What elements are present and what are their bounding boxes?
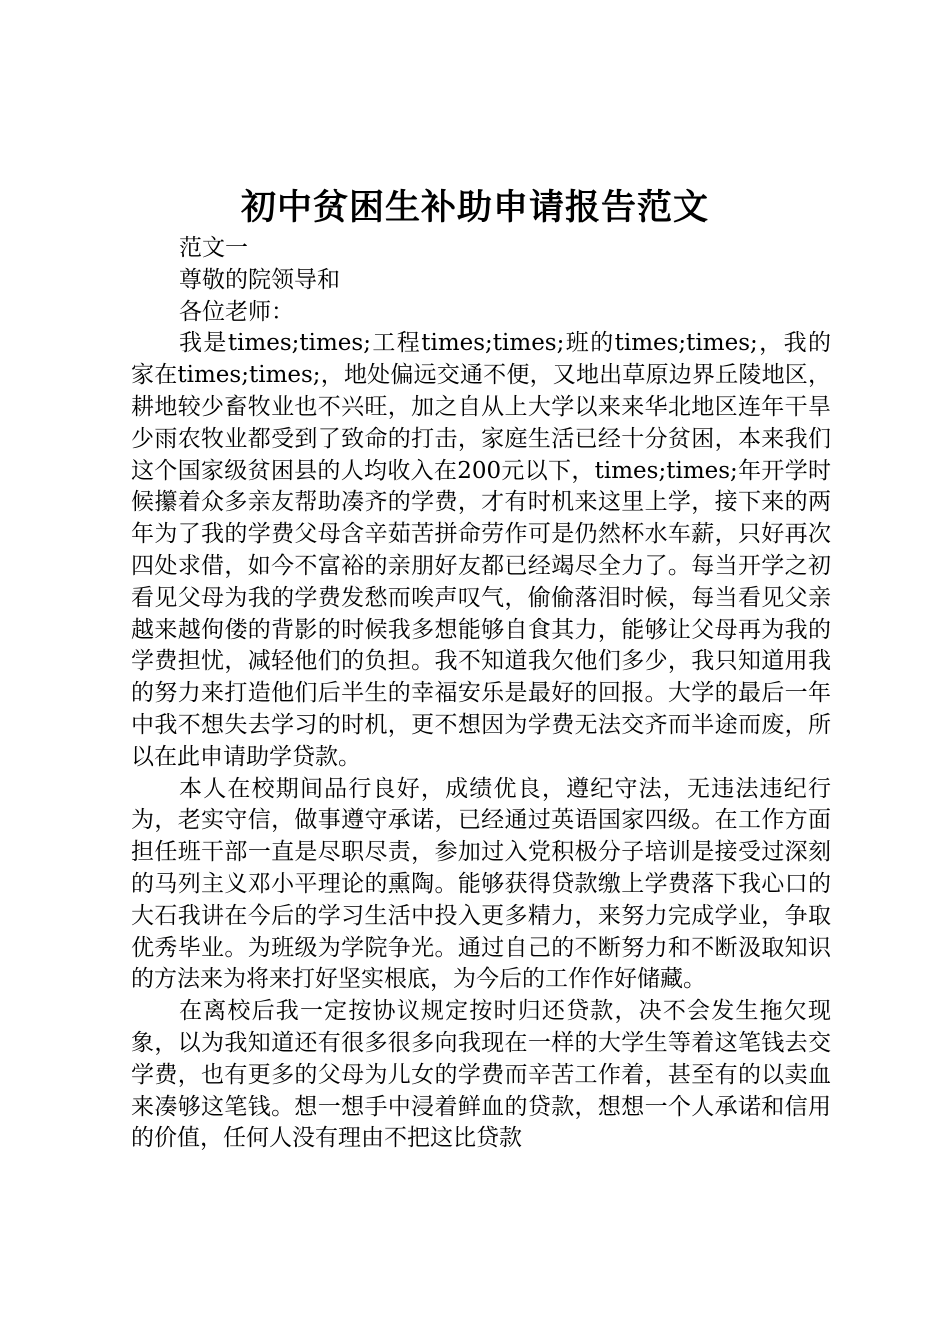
paragraph-body-1: 我是times;times;工程times;times;班的times;times;，我的家在times;times;，地处偏远交通不便，又地出草原边界丘陵地区，耕地较少畜牧业也不兴旺，加之自从上大学以来来华北地区连年干旱少雨农牧业都受到了致命的打击，家庭生活已经十分贫困，本来我们这个国家级贫困县的人均收入在200元以下，times;times;年开学时候攥着众多亲友帮助凑齐的学费，才有时机来这里上学，接下来的两年为了我的学费父母含辛茹苦拼命劳作可是仍然杯水车薪，只好再次四处求借，如今不富裕的亲朋好友都已经竭尽全力了。每当开学之初看见父母为我的学费发愁而唉声叹气，偷偷落泪时候，每当看见父亲越来越佝偻的背影的时候我多想能够自食其力，能够让父母再为我的学费担忧，减轻他们的负担。我不知道我欠他们多少，我只知道用我的努力来打造他们后半生的幸福安乐是最好的回报。大学的最后一年中我不想失去学习的时机，更不想因为学费无法交齐而半途而废，所以在此申请助学贷款。 (131, 330, 831, 770)
paragraph-heading: 范文一 (179, 235, 248, 261)
document-body (131, 233, 831, 1155)
paragraph-salutation-2: 各位老师： (179, 298, 294, 325)
paragraph-body-3: 在离校后我一定按协议规定按时归还贷款，决不会发生拖欠现象，以为我知道还有很多很多向我现在一样的大学生等着这笔钱去交学费，也有更多的父母为儿女的学费而辛苦工作着，甚至有的以卖血来凑够这笔钱。想一想手中浸着鲜血的贷款，想想一个人承诺和信用的价值，任何人没有理由不把这比贷款 (131, 998, 831, 1152)
paragraph-body-2: 本人在校期间品行良好，成绩优良，遵纪守法，无违法违纪行为，老实守信，做事遵守承诺，已经通过英语国家四级。在工作方面担任班干部一直是尽职尽责，参加过入党积极分子培训是接受过深刻的马列主义邓小平理论的熏陶。能够获得贷款缴上学费落下我心口的大石我讲在今后的学习生活中投入更多精力，来努力完成学业，争取优秀毕业。为班级为学院争光。通过自己的不断努力和不断汲取知识的方法来为将来打好坚实根底，为今后的工作作好储藏。 (131, 775, 831, 993)
document-title: 初中贫困生补助申请报告范文 (240, 187, 709, 228)
paragraph-salutation: 尊敬的院领导和 (179, 266, 340, 293)
